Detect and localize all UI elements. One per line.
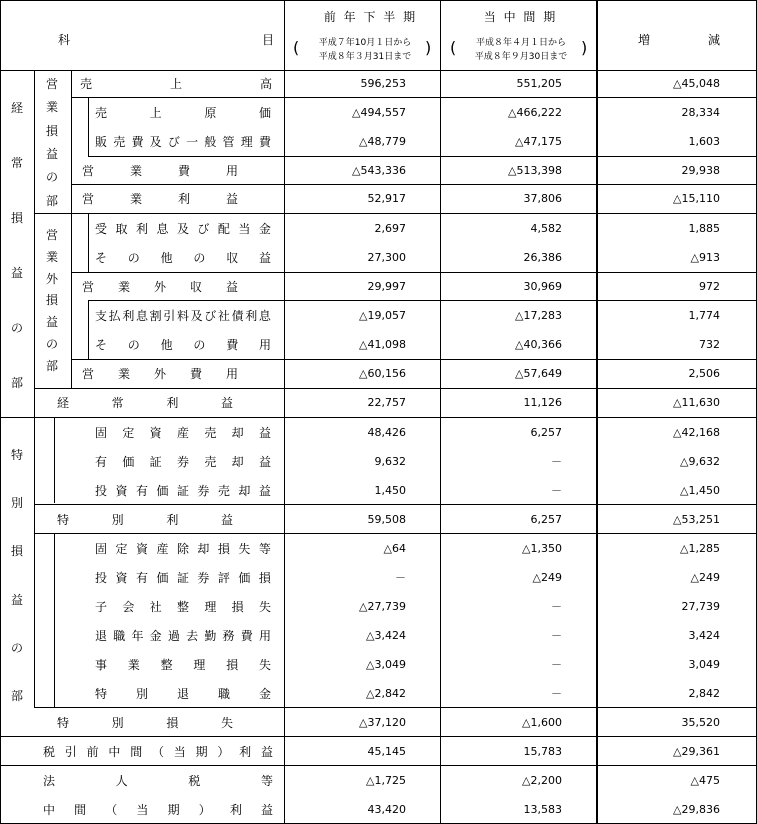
row-label: 営 業 外 収 益 — [82, 280, 238, 294]
header-cur-range-to: 平成８年９月30日まで — [474, 52, 568, 62]
value-cur: － — [551, 629, 562, 642]
grid-line — [88, 301, 89, 359]
header-prev-period-title: 前 年 下 半 期 — [323, 10, 418, 24]
row-label: 売 上 高 — [80, 77, 272, 91]
value-cur: 551,205 — [516, 77, 562, 90]
eigyogai-char: 営 — [45, 228, 58, 243]
row-label: 退 職 年 金 過 去 勤 務 費 用 — [95, 629, 271, 643]
value-diff: △29,361 — [673, 745, 720, 758]
keijo-char: 益 — [10, 266, 23, 280]
header-current-period-title: 当 中 間 期 — [483, 10, 558, 24]
header-cur-paren-open: ( — [450, 38, 457, 57]
value-diff: △53,251 — [673, 513, 720, 526]
eigyo-char: 部 — [45, 193, 58, 208]
grid-line — [71, 70, 72, 388]
value-cur: 13,583 — [523, 803, 562, 816]
row-label: 特 別 退 職 金 — [95, 687, 271, 701]
value-diff: △1,450 — [680, 484, 720, 497]
row-label: 売 上 原 価 — [95, 106, 271, 120]
row-label: 特 別 利 益 — [57, 513, 233, 527]
keijo-char: の — [10, 321, 23, 335]
header-cur-paren-close: ) — [581, 38, 588, 57]
value-prev: 48,426 — [367, 426, 406, 439]
value-diff: 27,739 — [681, 600, 720, 613]
grid-line — [0, 765, 757, 766]
tokubetsu-char: 益 — [10, 592, 23, 607]
value-cur: △1,350 — [522, 542, 562, 555]
grid-line — [440, 0, 441, 824]
value-prev: 22,757 — [367, 396, 406, 409]
value-prev: △543,336 — [352, 164, 406, 177]
value-diff: △1,285 — [680, 542, 720, 555]
row-label: 特 別 損 失 — [57, 716, 233, 730]
value-diff: △11,630 — [673, 396, 720, 409]
row-label: 投 資 有 価 証 券 評 価 損 — [95, 571, 271, 585]
tokubetsu-char: 損 — [10, 544, 23, 559]
value-diff: △475 — [690, 774, 720, 787]
grid-line — [0, 0, 757, 1]
value-diff: △42,168 — [673, 426, 720, 439]
value-cur: △47,175 — [515, 135, 562, 148]
value-prev: 2,697 — [374, 222, 406, 235]
value-cur: － — [551, 600, 562, 613]
tokubetsu-char: 別 — [10, 495, 23, 510]
eigyogai-char: 部 — [45, 358, 58, 373]
value-diff: △45,048 — [673, 77, 720, 90]
value-prev: － — [395, 571, 406, 584]
row-label: 子 会 社 整 理 損 失 — [95, 600, 271, 614]
value-cur: 11,126 — [523, 396, 562, 409]
grid-line — [284, 0, 285, 824]
row-label: 営 業 外 費 用 — [82, 367, 238, 381]
grid-line — [71, 184, 757, 185]
row-label: 販 売 費 及 び 一 般 管 理 費 — [95, 135, 271, 149]
row-label: 営 業 費 用 — [82, 164, 238, 178]
value-prev: △1,725 — [366, 774, 406, 787]
value-diff: 3,049 — [688, 658, 720, 671]
value-diff: 1,603 — [688, 135, 720, 148]
grid-line — [88, 214, 89, 272]
tokubetsu-char: 特 — [10, 447, 23, 462]
row-label: 受 取 利 息 及 び 配 当 金 — [95, 222, 271, 236]
eigyo-char: の — [45, 170, 58, 185]
value-diff: △29,836 — [673, 803, 720, 816]
value-cur: 30,969 — [523, 280, 562, 293]
value-prev: △494,557 — [352, 106, 406, 119]
value-prev: △37,120 — [359, 716, 406, 729]
value-diff: 732 — [699, 338, 720, 351]
value-prev: 27,300 — [367, 251, 406, 264]
tokubetsu-char: の — [10, 640, 23, 655]
value-prev: △64 — [383, 542, 406, 555]
grid-line — [0, 417, 757, 418]
grid-line — [71, 97, 757, 98]
eigyo-char: 損 — [45, 123, 58, 138]
value-cur: △1,600 — [522, 716, 562, 729]
value-diff: 1,885 — [688, 222, 720, 235]
grid-line — [71, 359, 757, 360]
header-diff-zo: 増 — [638, 33, 651, 47]
value-cur: 15,783 — [523, 745, 562, 758]
value-prev: △3,424 — [366, 629, 406, 642]
value-prev: 52,917 — [367, 192, 406, 205]
grid-line — [0, 0, 1, 824]
value-cur: 26,386 — [523, 251, 562, 264]
eigyogai-section-label — [38, 224, 66, 376]
grid-line — [34, 504, 757, 505]
eigyo-section-label — [38, 72, 66, 212]
value-cur: 6,257 — [530, 513, 562, 526]
keijo-char: 損 — [10, 211, 23, 225]
value-prev: 59,508 — [367, 513, 406, 526]
grid-line — [34, 213, 757, 214]
keijo-char: 経 — [10, 101, 23, 115]
row-label: 税 引 前 中 間 （ 当 期 ） 利 益 — [43, 745, 273, 759]
row-label: 支 払 利 息 割 引 料 及 び 社 債 利 息 — [95, 309, 271, 323]
grid-line — [54, 418, 55, 503]
value-prev: △48,779 — [359, 135, 406, 148]
row-label: 投 資 有 価 証 券 売 却 益 — [95, 484, 271, 498]
value-prev: 9,632 — [374, 455, 406, 468]
value-cur: △249 — [532, 571, 562, 584]
value-diff: △249 — [690, 571, 720, 584]
value-prev: △19,057 — [359, 309, 406, 322]
header-prev-range-to: 平成８年３月31日まで — [318, 52, 412, 62]
grid-line — [88, 156, 757, 157]
grid-line — [597, 0, 598, 824]
value-cur: － — [551, 455, 562, 468]
value-diff: 2,506 — [688, 367, 720, 380]
header-prev-paren-open: ( — [293, 38, 300, 57]
header-prev-range-from: 平成７年10月１日から — [318, 38, 412, 48]
row-label: 経 常 利 益 — [57, 396, 233, 410]
value-diff: 1,774 — [688, 309, 720, 322]
value-cur: △466,222 — [508, 106, 562, 119]
value-prev: 29,997 — [367, 280, 406, 293]
value-cur: △17,283 — [515, 309, 562, 322]
grid-line — [0, 70, 757, 71]
row-label: 事 業 整 理 損 失 — [95, 658, 271, 672]
grid-line — [54, 533, 55, 707]
value-prev: △60,156 — [359, 367, 406, 380]
eigyogai-char: の — [45, 336, 58, 351]
row-label: 有 価 証 券 売 却 益 — [95, 455, 271, 469]
value-diff: △913 — [690, 251, 720, 264]
grid-line — [88, 300, 757, 301]
grid-line — [0, 736, 757, 737]
value-prev: 1,450 — [374, 484, 406, 497]
value-prev: 596,253 — [360, 77, 406, 90]
value-cur: △513,398 — [508, 164, 562, 177]
header-prev-paren-close: ) — [425, 38, 432, 57]
header-cur-range-from: 平成８年４月１日から — [475, 38, 566, 48]
eigyo-char: 営 — [45, 77, 58, 92]
grid-line — [34, 707, 757, 708]
tokubetsu-char: 部 — [10, 689, 23, 704]
value-prev: △2,842 — [366, 687, 406, 700]
value-cur: 6,257 — [530, 426, 562, 439]
value-diff: 35,520 — [681, 716, 720, 729]
value-cur: － — [551, 658, 562, 671]
value-prev: 45,145 — [367, 745, 406, 758]
value-prev: △41,098 — [359, 338, 406, 351]
row-label: 営 業 利 益 — [82, 192, 238, 206]
value-cur: － — [551, 484, 562, 497]
value-cur: △2,200 — [522, 774, 562, 787]
row-label: そ の 他 の 費 用 — [95, 338, 271, 352]
grid-line — [34, 388, 757, 389]
value-diff: 28,334 — [681, 106, 720, 119]
grid-line — [34, 533, 757, 534]
header-subject-moku: 目 — [262, 33, 275, 47]
value-diff: △15,110 — [673, 192, 720, 205]
value-prev: △3,049 — [366, 658, 406, 671]
value-diff: △9,632 — [680, 455, 720, 468]
row-label: 固 定 資 産 除 却 損 失 等 — [95, 542, 271, 556]
value-diff: 972 — [699, 280, 720, 293]
tokubetsu-section-label — [2, 430, 32, 720]
header-diff-gen: 減 — [708, 33, 721, 47]
eigyo-char: 益 — [45, 147, 58, 162]
value-cur: 37,806 — [523, 192, 562, 205]
eigyogai-char: 益 — [45, 315, 58, 330]
grid-line — [88, 97, 89, 156]
value-cur: △57,649 — [515, 367, 562, 380]
value-diff: 3,424 — [688, 629, 720, 642]
value-diff: 2,842 — [688, 687, 720, 700]
row-label: 中 間 （ 当 期 ） 利 益 — [43, 803, 273, 817]
value-cur: － — [551, 687, 562, 700]
row-label: 固 定 資 産 売 却 益 — [95, 426, 271, 440]
eigyogai-char: 業 — [45, 250, 58, 265]
row-label: そ の 他 の 収 益 — [95, 251, 271, 265]
grid-line — [71, 272, 757, 273]
row-label: 法 人 税 等 — [43, 774, 273, 788]
eigyo-char: 業 — [45, 100, 58, 115]
eigyogai-char: 外 — [45, 271, 58, 286]
value-diff: 29,938 — [681, 164, 720, 177]
keijo-char: 常 — [10, 156, 23, 170]
keijo-char: 部 — [10, 376, 23, 390]
value-prev: △27,739 — [359, 600, 406, 613]
eigyogai-char: 損 — [45, 293, 58, 308]
header-subject-ka: 科 — [58, 33, 71, 47]
value-prev: 43,420 — [367, 803, 406, 816]
value-cur: △40,366 — [515, 338, 562, 351]
keijo-section-label — [2, 80, 32, 410]
value-cur: 4,582 — [530, 222, 562, 235]
